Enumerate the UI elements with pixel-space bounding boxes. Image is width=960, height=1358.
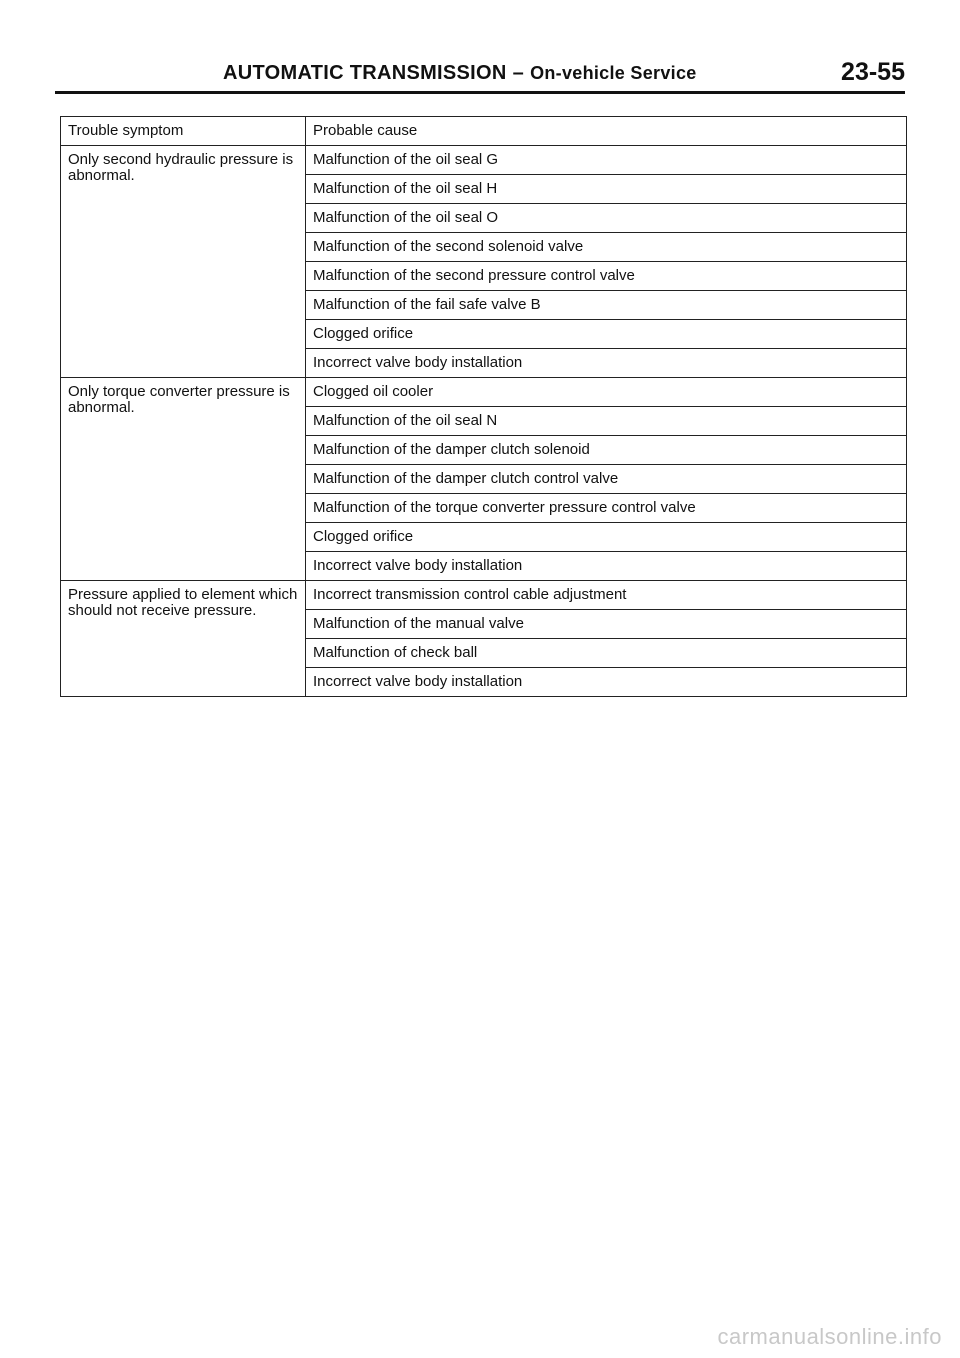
page-title bbox=[223, 62, 697, 85]
table-row bbox=[61, 146, 907, 175]
page-header bbox=[55, 58, 905, 92]
cause-cell: Malfunction of the second solenoid valve bbox=[306, 233, 907, 262]
cause-cell: Incorrect transmission control cable adjustment bbox=[306, 581, 907, 610]
table-row bbox=[61, 581, 907, 610]
cause-cell: Malfunction of the oil seal N bbox=[306, 407, 907, 436]
watermark: carmanualsonline.info bbox=[717, 1324, 942, 1349]
cause-cell: Malfunction of the oil seal G bbox=[306, 146, 907, 175]
section-title: AUTOMATIC TRANSMISSION bbox=[223, 62, 507, 84]
cause-cell: Malfunction of the torque converter pressure control valve bbox=[306, 494, 907, 523]
cause-cell: Malfunction of the manual valve bbox=[306, 610, 907, 639]
section-subtitle: On-vehicle Service bbox=[530, 63, 697, 83]
cause-cell: Malfunction of check ball bbox=[306, 639, 907, 668]
cause-cell: Malfunction of the damper clutch control valve bbox=[306, 465, 907, 494]
cause-cell: Malfunction of the second pressure control valve bbox=[306, 262, 907, 291]
column-header-cause: Probable cause bbox=[306, 117, 907, 146]
cause-cell: Malfunction of the damper clutch solenoid bbox=[306, 436, 907, 465]
symptom-cell: Only torque converter pressure is abnormal. bbox=[61, 378, 306, 581]
cause-cell: Clogged orifice bbox=[306, 320, 907, 349]
cause-cell: Clogged orifice bbox=[306, 523, 907, 552]
cause-cell: Incorrect valve body installation bbox=[306, 668, 907, 697]
page-number: 23-55 bbox=[841, 58, 905, 86]
title-separator: – bbox=[512, 62, 525, 84]
header-rule bbox=[55, 91, 905, 94]
cause-cell: Malfunction of the oil seal O bbox=[306, 204, 907, 233]
cause-cell: Malfunction of the fail safe valve B bbox=[306, 291, 907, 320]
cause-cell: Incorrect valve body installation bbox=[306, 349, 907, 378]
symptom-cell: Pressure applied to element which should not receive pressure. bbox=[61, 581, 306, 697]
column-header-symptom: Trouble symptom bbox=[61, 117, 306, 146]
cause-cell: Clogged oil cooler bbox=[306, 378, 907, 407]
cause-cell: Malfunction of the oil seal H bbox=[306, 175, 907, 204]
table-row bbox=[61, 378, 907, 407]
symptom-cell: Only second hydraulic pressure is abnormal. bbox=[61, 146, 306, 378]
cause-cell: Incorrect valve body installation bbox=[306, 552, 907, 581]
trouble-symptom-table bbox=[60, 116, 907, 697]
table-header-row bbox=[61, 117, 907, 146]
